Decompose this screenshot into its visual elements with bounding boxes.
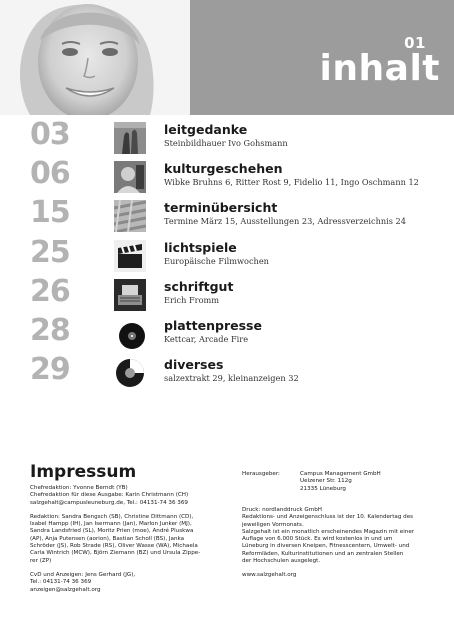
impressum-line: Tel.: 04131-74 36 369: [30, 579, 92, 586]
portrait-photo: [114, 161, 146, 193]
impressum-left-column: [30, 485, 220, 601]
page-title: inhalt: [319, 48, 440, 89]
impressum-line: Druck: nordlanddruck GmbH: [242, 507, 322, 513]
publisher-line: Uelzener Str. 112g: [300, 478, 352, 485]
toc-entry[interactable]: [30, 275, 440, 315]
toc-page-number: 25: [30, 235, 70, 270]
impressum-email: anzeigen@salzgehalt.org: [30, 586, 101, 593]
toc-page-number: 29: [30, 352, 70, 387]
smiling-woman-photo: [0, 0, 190, 115]
impressum-email: salzgehalt@campusleuneburg.de, Tel.: 04131-74 36 369: [30, 499, 188, 506]
impressum-line: Sandra Landsfried (SL), Moritz Prien (moe), André Pluskwa: [30, 528, 194, 535]
toc-page-number: 06: [30, 156, 70, 191]
toc-entry[interactable]: [30, 314, 440, 354]
impressum-line: Auflage von 6.000 Stück. Es wird kostenlos in und um: [242, 536, 393, 543]
impressum-line: CvD und Anzeigen: Jens Gerhard (JG),: [30, 571, 136, 578]
toc-subtitle: Kettcar, Arcade Fire: [164, 334, 249, 344]
impressum-chief-editors: [30, 485, 220, 507]
typewriter-photo: [114, 279, 146, 311]
toc-title: plattenpresse: [164, 318, 262, 333]
impressum-line: jeweiligen Vormonats.: [242, 521, 304, 528]
impressum-line: Redaktions- und Anzeigenschluss ist der 10. Kalendertag des: [242, 514, 414, 521]
impressum-line: der Hochschulen ausgelegt.: [242, 558, 321, 565]
toc-entry[interactable]: [30, 196, 440, 236]
toc-entry[interactable]: [30, 353, 440, 393]
impressum-right-column: [242, 471, 432, 587]
toc-subtitle: Termine März 15, Ausstellungen 23, Adressverzeichnis 24: [164, 216, 406, 226]
impressum-website: [242, 572, 432, 579]
impressum-ads: [30, 572, 220, 594]
circle-graphic: [114, 357, 146, 389]
impressum-line: Chefredaktion für diese Ausgabe: Karin Christmann (CH): [30, 492, 189, 499]
toc-page-number: 26: [30, 274, 70, 309]
toc-subtitle: Erich Fromm: [164, 295, 220, 305]
toc-subtitle: Steinbildhauer Ivo Gohsmann: [164, 138, 288, 148]
publisher-label: Herausgeber:: [242, 471, 280, 477]
toc-page-number: 28: [30, 313, 70, 348]
toc-entry[interactable]: [30, 157, 440, 197]
toc-title: terminübersicht: [164, 200, 278, 215]
toc-title: schriftgut: [164, 279, 234, 294]
header-photo: [0, 0, 190, 115]
toc-subtitle: salzextrakt 29, kleinanzeigen 32: [164, 373, 299, 383]
impressum-print-info: [242, 507, 432, 565]
impressum-line: Carla Wintrich (MCW), Björn Ziemann (BZ) und Ursula Zippe-: [30, 550, 201, 557]
toc-entry[interactable]: [30, 118, 440, 158]
publisher-line: 21335 Lüneburg: [300, 485, 346, 492]
toc-page-number: 15: [30, 195, 70, 230]
toc-title: lichtspiele: [164, 240, 237, 255]
impressum-line: rer (ZP): [30, 557, 52, 564]
texture-photo: [114, 200, 146, 232]
impressum-line: Redaktion: Sandra Bengsch (SB), Christine Dittmann (CD),: [30, 513, 194, 520]
impressum-line: Reformläden, Kulturinstitutionen und an zentralen Stellen: [242, 550, 404, 557]
impressum-heading: Impressum: [30, 462, 137, 482]
impressum-editors: [30, 514, 220, 565]
publisher-line: Campus Management GmbH: [300, 471, 381, 477]
toc-title: diverses: [164, 357, 224, 372]
impressum-line: Schröder (JS), Rob Strade (RS), Oliver Wasse (WA), Michaela: [30, 543, 198, 550]
toc-subtitle: Europäische Filmwochen: [164, 256, 269, 266]
hands-sculpture-photo: [114, 122, 146, 154]
impressum-line: (AP), Anja Putensen (aorion), Bastian Scholl (BS), Janka: [30, 535, 185, 542]
clapperboard-photo: [114, 240, 146, 272]
toc-title: leitgedanke: [164, 122, 248, 137]
header-band: [190, 0, 454, 115]
impressum-line: Salzgehalt ist ein monatlich erscheinendes Magazin mit einer: [242, 528, 415, 535]
toc-entry[interactable]: [30, 236, 440, 276]
impressum-line: Isabel Hampp (IH), Jan Isermann (Jan), Marlon Junker (MJ),: [30, 521, 192, 528]
impressum-line: Lüneburg in diversen Kneipen, Fitnesscentern, Umwelt- und: [242, 543, 410, 550]
impressum-line: Chefredaktion: Yvonne Berndt (YB): [30, 485, 128, 491]
toc-subtitle: Wibke Bruhns 6, Ritter Rost 9, Fidelio 11, Ingo Oschmann 12: [164, 177, 419, 187]
page-number: 01: [404, 34, 426, 52]
toc-page-number: 03: [30, 117, 70, 152]
record-photo: [114, 318, 146, 350]
toc-title: kulturgeschehen: [164, 161, 283, 176]
impressum-publisher: [242, 471, 432, 500]
website-link[interactable]: www.salzgehalt.org: [242, 572, 297, 579]
